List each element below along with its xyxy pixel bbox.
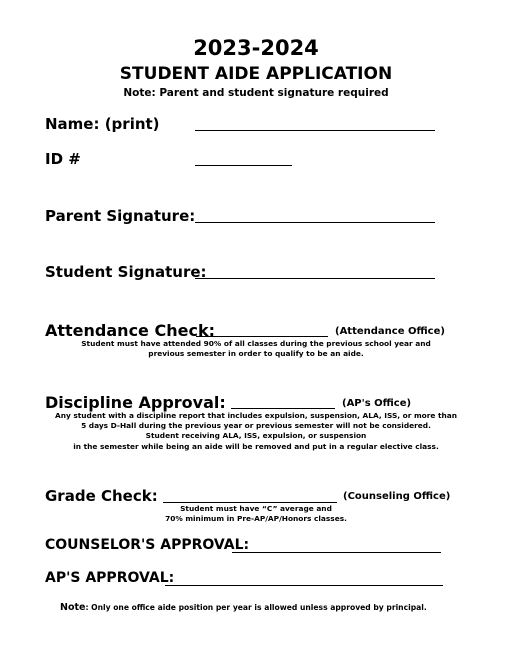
note-label: Note xyxy=(60,602,86,613)
name-label: Name: (print) xyxy=(45,115,160,133)
grade-check-label: Grade Check: xyxy=(45,487,158,505)
attendance-office-label: (Attendance Office) xyxy=(335,326,445,337)
parent-signature-label: Parent Signature: xyxy=(45,207,196,225)
discipline-approval-label: Discipline Approval: xyxy=(45,393,226,412)
id-label: ID # xyxy=(45,150,81,168)
ap-approval-line[interactable] xyxy=(165,585,443,586)
principal-approval-note xyxy=(60,602,427,613)
grade-check-line[interactable] xyxy=(163,502,337,503)
student-signature-label: Student Signature: xyxy=(45,263,207,281)
discipline-requirement: Any student with a discipline report that includes expulsion, suspension, ALA, ISS, or more than 5 days D-Hall during the previous year or previous semester will not be considered. Student receiving ALA, ISS, expulsion, or suspension in the semester while being an aide will be removed and put in a regular elective class. xyxy=(54,411,458,451)
counseling-office-label: (Counseling Office) xyxy=(343,491,451,502)
note-text: : Only one office aide position per year is allowed unless approved by principal. xyxy=(85,603,427,612)
form-title: STUDENT AIDE APPLICATION xyxy=(119,64,393,84)
id-line[interactable] xyxy=(195,165,292,166)
counselor-approval-line[interactable] xyxy=(232,552,441,553)
ap-office-label: (AP's Office) xyxy=(342,398,412,409)
student-signature-line[interactable] xyxy=(195,278,435,279)
grade-requirement: Student must have “C” average and 70% minimum in Pre-AP/AP/Honors classes. xyxy=(165,504,347,524)
form-year: 2023-2024 xyxy=(193,36,319,60)
parent-signature-line[interactable] xyxy=(195,222,435,223)
name-line[interactable] xyxy=(195,130,435,131)
signature-note: Note: Parent and student signature required xyxy=(123,87,389,99)
attendance-check-line[interactable] xyxy=(196,336,328,337)
discipline-approval-line[interactable] xyxy=(231,408,335,409)
ap-approval-label: AP'S APPROVAL: xyxy=(45,570,175,586)
attendance-requirement: Student must have attended 90% of all classes during the previous school year and previous semester in order to qualify to be an aide. xyxy=(81,339,431,359)
counselor-approval-label: COUNSELOR'S APPROVAL: xyxy=(45,537,250,553)
attendance-check-label: Attendance Check: xyxy=(45,321,215,340)
